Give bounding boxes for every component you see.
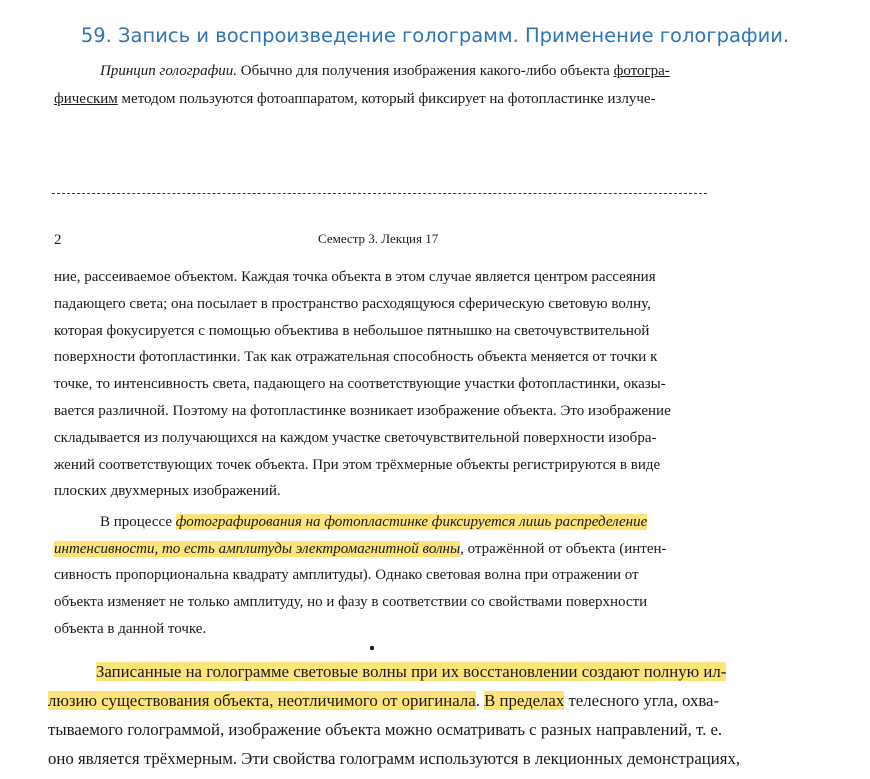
text-line: складывается из получающихся на каждом участке светочувствительной поверхности изобра- — [54, 429, 657, 446]
intro-line-1 — [100, 62, 670, 80]
para3-text-2: телесного угла, охва- — [564, 691, 720, 710]
text-line: поверхности фотопластинки. Так как отражательная способность объекта меняется от точки к — [54, 349, 658, 366]
intro-text: Обычно для получения изображения какого-либо объекта — [236, 63, 614, 79]
para3-text: . — [475, 691, 485, 710]
para3-highlight-2: люзию существования объекта, неотличимого от оригинала — [48, 691, 476, 710]
intro-italic: Принцип голографии. — [100, 63, 237, 79]
text-line: сивность пропорциональна квадрату амплитуды). Однако световая волна при отражении от — [54, 567, 639, 583]
running-head: Семестр 3. Лекция 17 — [318, 231, 439, 246]
para2-highlight: фотографирования на фотопластинке фиксируется лишь распределение — [175, 514, 648, 530]
intro-underlined: фотогра- — [613, 63, 670, 79]
para3-line-2 — [48, 692, 719, 710]
text-line: жений соответствующих точек объекта. При этом трёхмерные объекты регистрируются в виде — [54, 456, 661, 473]
text-line: ние, рассеиваемое объектом. Каждая точка объекта в этом случае является центром рассеяния — [54, 269, 656, 285]
para3-highlight-3: В пределах — [484, 691, 565, 710]
intro-underlined-2: фическим — [54, 91, 118, 107]
para2-text: В процессе — [100, 514, 176, 530]
page-title: 59. Запись и воспроизведение голограмм. Применение голографии. — [80, 24, 790, 47]
para2-highlight-2: интенсивности, то есть амплитуды электромагнитной волны — [54, 541, 461, 557]
text-line: оно является трёхмерным. Эти свойства голограмм используются в лекционных демонстрациях, — [48, 749, 741, 768]
text-line: объекта в данной точке. — [54, 621, 207, 637]
text-line: падающего света; она посылает в пространство расходящуюся сферическую световую волну, — [54, 295, 651, 312]
para3-line-1 — [96, 663, 726, 681]
intro-text-2: методом пользуются фотоаппаратом, который фиксирует на фотопластинке излуче- — [117, 91, 656, 107]
page-number: 2 — [54, 232, 62, 248]
para2-text-2: , отражённой от объекта (интен- — [460, 541, 667, 557]
para2-line-2 — [54, 540, 667, 558]
intro-line-2 — [54, 90, 656, 108]
cursor-mark — [370, 646, 374, 650]
page-break-divider — [52, 193, 707, 194]
text-line: вается различной. Поэтому на фотопластинке возникает изображение объекта. Это изображение — [54, 403, 671, 419]
text-line: точке, то интенсивность света, падающего на соответствующие участки фотопластинки, оказы- — [54, 376, 666, 393]
para2-line-1 — [100, 513, 647, 531]
text-line: которая фокусируется с помощью объектива в небольшое пятнышко на светочувствительной — [54, 322, 650, 339]
text-line: плоских двухмерных изображений. — [54, 483, 281, 500]
text-line: объекта изменяет не только амплитуду, но и фазу в соответствии со свойствами поверхности — [54, 594, 648, 610]
para3-highlight: Записанные на голограмме световые волны при их восстановлении создают полную ил- — [96, 662, 727, 681]
text-line: тываемого голограммой, изображение объекта можно осматривать с разных направлений, т. е. — [48, 720, 723, 739]
